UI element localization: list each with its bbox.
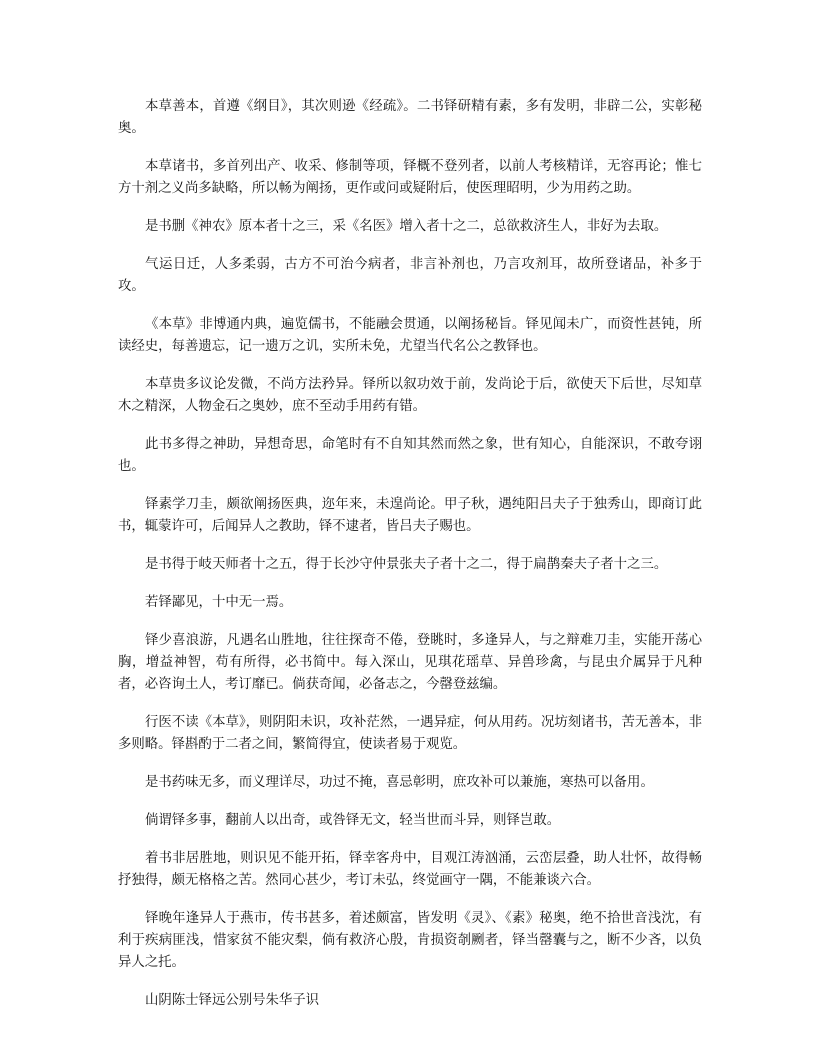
paragraph-9: 是书得于岐天师者十之五，得于长沙守仲景张夫子者十之二，得于扁鹊秦夫子者十之三。 (145, 557, 668, 572)
paragraph-4: 气运日迁，人多柔弱，古方不可治今病者，非言补剂也，乃言攻剂耳，故所登诸品，补多于攻。 (118, 257, 702, 294)
paragraph-16: 铎晚年逢异人于燕市，传书甚多，着述颇富，皆发明《灵》、《素》秘奥，绝不拾世音浅沈，有利于疾病匪浅，惜家贫不能灾梨，倘有救济心殷，肯损资剞劂者，铎当罄囊与之，断不少吝，以负异人之托。 (118, 911, 702, 970)
paragraph-1: 本草善本，首遵《纲目》，其次则逊《经疏》。二书铎研精有素，多有发明，非辟二公，实彰秘奥。 (118, 99, 702, 136)
paragraph-12: 行医不读《本草》，则阴阳未识，攻补茫然，一遇异症，何从用药。况坊刻诸书，苦无善本，非多则略。铎斟酌于二者之间，繁简得宜，使读者易于观览。 (118, 715, 702, 752)
paragraph-7: 此书多得之神助，异想奇思，命笔时有不自知其然而然之象，世有知心，自能深识，不敢夸诩也。 (118, 437, 702, 474)
paragraph-2: 本草诸书，多首列出产、收采、修制等项，铎概不登列者，以前人考核精详，无容再论；惟七方十剂之义尚多缺略，所以畅为阐扬，更作或问或疑附后，使医理昭明，少为用药之助。 (118, 159, 702, 196)
paragraph-8: 铎素学刀圭，颇欲阐扬医典，迩年来，未遑尚论。甲子秋，遇纯阳吕夫子于独秀山，即商订此书，辄蒙许可，后闻异人之教助，铎不逮者，皆吕夫子赐也。 (118, 497, 702, 534)
paragraph-3: 是书删《神农》原本者十之三，采《名医》增入者十之二，总欲救济生人，非好为去取。 (145, 219, 668, 234)
document-body (118, 96, 702, 1028)
paragraph-6: 本草贵多议论发微，不尚方法矜异。铎所以叙功效于前，发尚论于后，欲使天下后世，尽知草木之精深，人物金石之奥妙，庶不至动手用药有错。 (118, 377, 702, 414)
paragraph-11: 铎少喜浪游，凡遇名山胜地，往往探奇不倦，登眺时，多逢异人，与之辩难刀圭，实能开荡心胸，增益神智，苟有所得，必书简中。每入深山，见琪花瑶草、异兽珍禽，与昆虫介属异于凡种者，必咨询土人，考订靡已。倘获奇闻，必备志之，今罄登兹编。 (118, 633, 702, 692)
paragraph-13: 是书药味无多，而义理详尽，功过不掩，喜忌彰明，庶攻补可以兼施，寒热可以备用。 (145, 775, 654, 790)
paragraph-15: 着书非居胜地，则识见不能开拓，铎幸客舟中，目观江涛汹涌，云峦层叠，助人壮怀，故得畅抒独得，颇无格格之苦。然同心甚少，考订未弘，终觉画守一隅，不能兼谈六合。 (118, 851, 702, 888)
paragraph-10: 若铎鄙见，十中无一焉。 (145, 595, 293, 610)
signature-line: 山阴陈士铎远公别号朱华子识 (145, 993, 320, 1008)
paragraph-14: 倘谓铎多事，翻前人以出奇，或咎铎无文，轻当世而斗异，则铎岂敢。 (145, 813, 561, 828)
paragraph-5: 《本草》非博通内典，遍览儒书，不能融会贯通，以阐扬秘旨。铎见闻未广，而资性甚钝，所读经史，每善遗忘，记一遗万之讥，实所未免，尤望当代名公之教铎也。 (118, 317, 702, 354)
